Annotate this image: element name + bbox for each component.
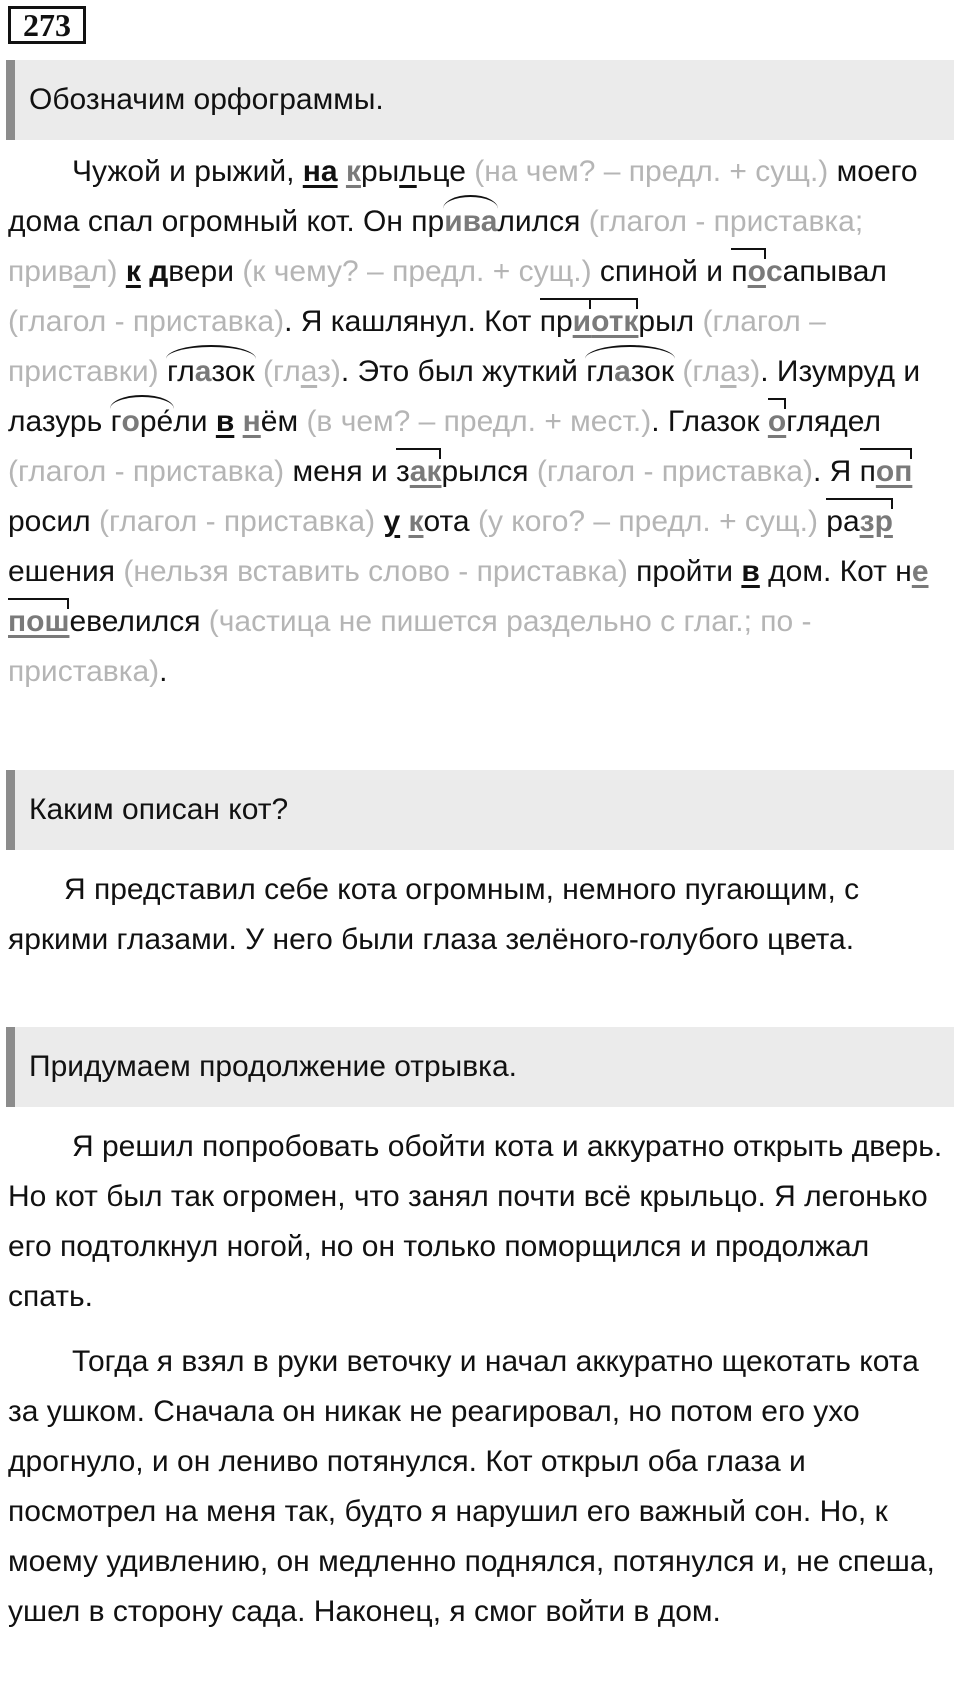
section-heading-orthograms: Обозначим орфограммы. <box>6 60 954 140</box>
task-number: 273 <box>8 6 86 44</box>
cat-description-paragraph: Я представил себе кота огромным, немного пугающим, с яркими глазами. У него были глаза зелёного-голубого цвета. <box>8 873 860 956</box>
section-heading-cat-description: Каким описан кот? <box>6 770 954 850</box>
orthogram-paragraph: Чужой и рыжий, на крыльце (на чем? – предл. + сущ.) моего дома спал огромный кот. Он привалился (глагол - приставка; привал) к двери (к чему? – предл. + сущ.) спиной и посапывал (глагол - приставка). Я кашлянул. Кот приоткрыл (глагол – приставки) глазок (глаз). Это был жуткий глазок (глаз). Изумруд и лазурь горе́ли в нём (в чем? – предл. + мест.). Глазок оглядел (глагол - приставка) меня и закрылся (глагол - приставка). Я попросил (глагол - приставка) у кота (у кого? – предл. + сущ.) разрешения (нельзя вставить слово - приставка) пройти в дом. Кот не пошевелился (частица не пишется раздельно с глаг.; по - приставка). <box>8 155 929 688</box>
continuation-paragraph-1: Я решил попробовать обойти кота и аккуратно открыть дверь. Но кот был так огромен, что занял почти всё крыльцо. Я легонько его подтолкнул ногой, но он только поморщился и продолжал спать. <box>8 1130 943 1313</box>
continuation-paragraph-2: Тогда я взял в руки веточку и начал аккуратно щекотать кота за ушком. Сначала он никак не реагировал, но потом его ухо дрогнуло, и он лениво потянулся. Кот открыл оба глаза и посмотрел на меня так, будто я нарушил его важный сон. Но, к моему удивлению, он медленно поднялся, потянулся и, не спеша, ушел в сторону сада. Наконец, я смог войти в дом. <box>8 1345 935 1628</box>
section-heading-continuation: Придумаем продолжение отрывка. <box>6 1027 954 1107</box>
